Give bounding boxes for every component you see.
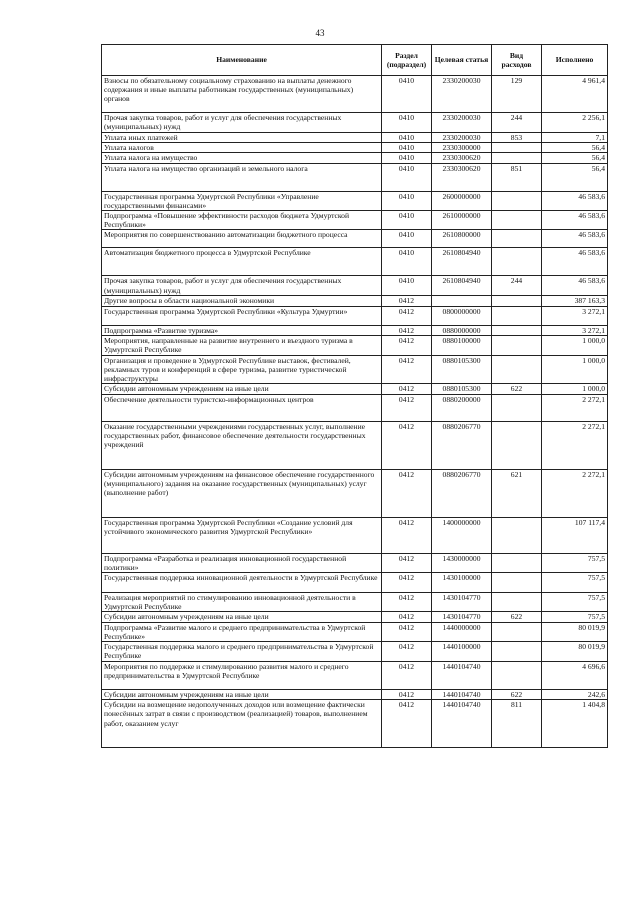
- table-row: [102, 593, 608, 612]
- row-vid: [492, 325, 542, 335]
- row-vid: [492, 394, 542, 421]
- row-razdel: 0412: [382, 296, 432, 306]
- row-razdel: 0412: [382, 690, 432, 700]
- row-statya: 1400000000: [432, 517, 492, 553]
- row-razdel: 0412: [382, 394, 432, 421]
- table-row: [102, 394, 608, 421]
- row-ispolneno: 757,5: [542, 553, 608, 572]
- row-vid: [492, 553, 542, 572]
- budget-table: [101, 44, 608, 748]
- row-ispolneno: 80 019,9: [542, 622, 608, 641]
- table-body: [102, 76, 608, 748]
- row-vid: 853: [492, 133, 542, 143]
- row-ispolneno: 46 583,6: [542, 211, 608, 230]
- row-statya: 0880105300: [432, 384, 492, 394]
- row-ispolneno: 757,5: [542, 593, 608, 612]
- row-statya: 0880206770: [432, 421, 492, 469]
- row-name: Другие вопросы в области национальной экономики: [102, 296, 382, 306]
- row-razdel: 0412: [382, 421, 432, 469]
- row-vid: [492, 593, 542, 612]
- row-name: Государственная поддержка инновационной деятельности в Удмуртской Республике: [102, 573, 382, 593]
- row-name: Реализация мероприятий по стимулированию инновационной деятельности в Удмуртской Республике: [102, 593, 382, 612]
- table-row: [102, 296, 608, 306]
- table-row: [102, 335, 608, 355]
- header-razdel: Раздел (подраздел): [382, 45, 432, 76]
- row-razdel: 0412: [382, 469, 432, 517]
- row-name: Взносы по обязательному социальному страхованию на выплаты денежного содержания и иные выплаты работникам государственных (муниципальных) органов: [102, 76, 382, 113]
- row-razdel: 0412: [382, 335, 432, 355]
- row-statya: 2330300620: [432, 163, 492, 191]
- table-row: [102, 700, 608, 748]
- row-ispolneno: 757,5: [542, 612, 608, 622]
- row-name: Прочая закупка товаров, работ и услуг для обеспечения государственных (муниципальных) нужд: [102, 276, 382, 296]
- row-name: Субсидии автономным учреждениям на иные цели: [102, 384, 382, 394]
- row-ispolneno: 56,4: [542, 143, 608, 153]
- table-row: [102, 133, 608, 143]
- row-statya: 0880000000: [432, 325, 492, 335]
- row-ispolneno: 56,4: [542, 163, 608, 191]
- row-statya: 1440100000: [432, 642, 492, 662]
- table-row: [102, 163, 608, 191]
- row-name: Уплата налогов: [102, 143, 382, 153]
- row-razdel: 0410: [382, 248, 432, 276]
- row-vid: [492, 211, 542, 230]
- row-ispolneno: 2 272,1: [542, 421, 608, 469]
- row-name: Уплата налога на имущество организаций и земельного налога: [102, 163, 382, 191]
- row-statya: 2330200030: [432, 133, 492, 143]
- row-vid: 811: [492, 700, 542, 748]
- row-statya: 0880206770: [432, 469, 492, 517]
- table-row: [102, 191, 608, 210]
- row-ispolneno: 242,6: [542, 690, 608, 700]
- header-statya: Целевая статья: [432, 45, 492, 76]
- row-name: Прочая закупка товаров, работ и услуг для обеспечения государственных (муниципальных) нужд: [102, 113, 382, 133]
- table-row: [102, 384, 608, 394]
- row-razdel: 0410: [382, 191, 432, 210]
- row-razdel: 0410: [382, 163, 432, 191]
- row-razdel: 0410: [382, 276, 432, 296]
- row-ispolneno: 7,1: [542, 133, 608, 143]
- row-vid: 622: [492, 384, 542, 394]
- row-vid: [492, 230, 542, 248]
- row-ispolneno: 46 583,6: [542, 191, 608, 210]
- table-row: [102, 230, 608, 248]
- row-name: Субсидии автономным учреждениям на финансовое обеспечение государственного (муниципального) задания на оказание государственных (муниципальных) услуг (выполнение работ): [102, 469, 382, 517]
- row-vid: [492, 421, 542, 469]
- row-statya: 2610804940: [432, 276, 492, 296]
- row-ispolneno: 1 000,0: [542, 355, 608, 384]
- row-name: Мероприятия по поддержке и стимулированию развития малого и среднего предпринимательства в Удмуртской Республике: [102, 662, 382, 690]
- page-number: 43: [315, 28, 325, 38]
- row-name: Государственная поддержка малого и среднего предпринимательства в Удмуртской Республике: [102, 642, 382, 662]
- row-razdel: 0410: [382, 153, 432, 163]
- row-statya: 0800000000: [432, 306, 492, 325]
- row-statya: 0880100000: [432, 335, 492, 355]
- row-razdel: 0410: [382, 230, 432, 248]
- row-razdel: 0410: [382, 133, 432, 143]
- table-row: [102, 143, 608, 153]
- row-statya: 1440104740: [432, 662, 492, 690]
- row-ispolneno: 3 272,1: [542, 325, 608, 335]
- row-statya: 0880105300: [432, 355, 492, 384]
- table-row: [102, 76, 608, 113]
- row-razdel: 0412: [382, 355, 432, 384]
- row-name: Субсидии автономным учреждениям на иные цели: [102, 690, 382, 700]
- row-name: Субсидии автономным учреждениям на иные цели: [102, 612, 382, 622]
- table-row: [102, 612, 608, 622]
- row-vid: [492, 355, 542, 384]
- table-row: [102, 325, 608, 335]
- row-statya: 2330200030: [432, 76, 492, 113]
- row-statya: 1440000000: [432, 622, 492, 641]
- row-vid: [492, 306, 542, 325]
- row-statya: 1430104770: [432, 593, 492, 612]
- row-ispolneno: 46 583,6: [542, 248, 608, 276]
- table-header-row: [102, 45, 608, 76]
- row-statya: 2330300000: [432, 143, 492, 153]
- header-vid: Вид расходов: [492, 45, 542, 76]
- row-ispolneno: 757,5: [542, 573, 608, 593]
- row-vid: [492, 517, 542, 553]
- header-ispolneno: Исполнено: [542, 45, 608, 76]
- row-ispolneno: 2 272,1: [542, 469, 608, 517]
- row-name: Уплата иных платежей: [102, 133, 382, 143]
- row-vid: [492, 662, 542, 690]
- header-name: Наименование: [102, 45, 382, 76]
- row-razdel: 0410: [382, 143, 432, 153]
- row-name: Субсидии на возмещение недополученных доходов или возмещение фактически понесённых затрат в связи с производством (реализацией) товаров, выполнением работ, оказанием услуг: [102, 700, 382, 748]
- table-row: [102, 469, 608, 517]
- row-vid: [492, 622, 542, 641]
- row-vid: 621: [492, 469, 542, 517]
- row-razdel: 0412: [382, 593, 432, 612]
- row-vid: 244: [492, 276, 542, 296]
- row-ispolneno: 46 583,6: [542, 230, 608, 248]
- row-ispolneno: 46 583,6: [542, 276, 608, 296]
- row-razdel: 0410: [382, 113, 432, 133]
- table-row: [102, 276, 608, 296]
- row-razdel: 0412: [382, 306, 432, 325]
- row-razdel: 0412: [382, 642, 432, 662]
- row-ispolneno: 3 272,1: [542, 306, 608, 325]
- table-row: [102, 690, 608, 700]
- row-name: Обеспечение деятельности туристско-информационных центров: [102, 394, 382, 421]
- row-name: Автоматизация бюджетного процесса в Удмуртской Республике: [102, 248, 382, 276]
- table-row: [102, 421, 608, 469]
- row-statya: [432, 296, 492, 306]
- row-vid: 129: [492, 76, 542, 113]
- row-name: Государственная программа Удмуртской Республики «Управление государственными финансами»: [102, 191, 382, 210]
- row-statya: 2610000000: [432, 211, 492, 230]
- table-row: [102, 113, 608, 133]
- row-name: Организация и проведение в Удмуртской Республике выставок, фестивалей, рекламных туров и конференций в сфере туризма, развитие туристической инфраструктуры: [102, 355, 382, 384]
- table-row: [102, 248, 608, 276]
- row-razdel: 0412: [382, 662, 432, 690]
- row-name: Подпрограмма «Развитие туризма»: [102, 325, 382, 335]
- row-ispolneno: 2 256,1: [542, 113, 608, 133]
- row-vid: [492, 191, 542, 210]
- row-ispolneno: 1 000,0: [542, 335, 608, 355]
- row-statya: 2610804940: [432, 248, 492, 276]
- row-razdel: 0412: [382, 325, 432, 335]
- row-statya: 1430104770: [432, 612, 492, 622]
- row-name: Подпрограмма «Развитие малого и среднего предпринимательства в Удмуртской Республике»: [102, 622, 382, 641]
- table-row: [102, 355, 608, 384]
- row-razdel: 0412: [382, 573, 432, 593]
- row-name: Мероприятия, направленные на развитие внутреннего и въездного туризма в Удмуртской Республике: [102, 335, 382, 355]
- row-statya: 2330200030: [432, 113, 492, 133]
- row-vid: [492, 153, 542, 163]
- row-statya: 0880200000: [432, 394, 492, 421]
- table-row: [102, 573, 608, 593]
- row-razdel: 0410: [382, 76, 432, 113]
- row-statya: 1440104740: [432, 700, 492, 748]
- row-statya: 2600000000: [432, 191, 492, 210]
- row-ispolneno: 1 000,0: [542, 384, 608, 394]
- row-vid: 622: [492, 690, 542, 700]
- row-ispolneno: 107 117,4: [542, 517, 608, 553]
- row-ispolneno: 4 696,6: [542, 662, 608, 690]
- row-statya: 1430000000: [432, 553, 492, 572]
- row-statya: 2610800000: [432, 230, 492, 248]
- row-razdel: 0412: [382, 553, 432, 572]
- row-ispolneno: 56,4: [542, 153, 608, 163]
- table-row: [102, 553, 608, 572]
- row-razdel: 0412: [382, 384, 432, 394]
- row-name: Подпрограмма «Разработка и реализация инновационной государственной политики»: [102, 553, 382, 572]
- row-vid: 622: [492, 612, 542, 622]
- row-name: Мероприятия по совершенствованию автоматизации бюджетного процесса: [102, 230, 382, 248]
- row-name: Государственная программа Удмуртской Республики «Культура Удмуртии»: [102, 306, 382, 325]
- row-ispolneno: 2 272,1: [542, 394, 608, 421]
- row-vid: [492, 335, 542, 355]
- row-name: Оказание государственными учреждениями государственных услуг, выполнение государственных работ, финансовое обеспечение деятельности государственных учреждений: [102, 421, 382, 469]
- row-razdel: 0412: [382, 700, 432, 748]
- row-ispolneno: 80 019,9: [542, 642, 608, 662]
- row-vid: [492, 143, 542, 153]
- row-vid: [492, 248, 542, 276]
- table-row: [102, 642, 608, 662]
- table-row: [102, 306, 608, 325]
- row-name: Государственная программа Удмуртской Республики «Создание условий для устойчивого экономического развития Удмуртской Республики»: [102, 517, 382, 553]
- table-row: [102, 211, 608, 230]
- row-vid: [492, 296, 542, 306]
- row-razdel: 0412: [382, 612, 432, 622]
- row-statya: 1430100000: [432, 573, 492, 593]
- table-row: [102, 517, 608, 553]
- table-row: [102, 662, 608, 690]
- row-statya: 1440104740: [432, 690, 492, 700]
- row-statya: 2330300620: [432, 153, 492, 163]
- row-name: Уплата налога на имущество: [102, 153, 382, 163]
- row-vid: 851: [492, 163, 542, 191]
- row-vid: [492, 573, 542, 593]
- row-ispolneno: 387 163,3: [542, 296, 608, 306]
- row-vid: [492, 642, 542, 662]
- table-row: [102, 153, 608, 163]
- row-ispolneno: 4 961,4: [542, 76, 608, 113]
- row-vid: 244: [492, 113, 542, 133]
- table-row: [102, 622, 608, 641]
- row-ispolneno: 1 404,8: [542, 700, 608, 748]
- row-name: Подпрограмма «Повышение эффективности расходов бюджета Удмуртской Республики»: [102, 211, 382, 230]
- row-razdel: 0412: [382, 517, 432, 553]
- row-razdel: 0410: [382, 211, 432, 230]
- row-razdel: 0412: [382, 622, 432, 641]
